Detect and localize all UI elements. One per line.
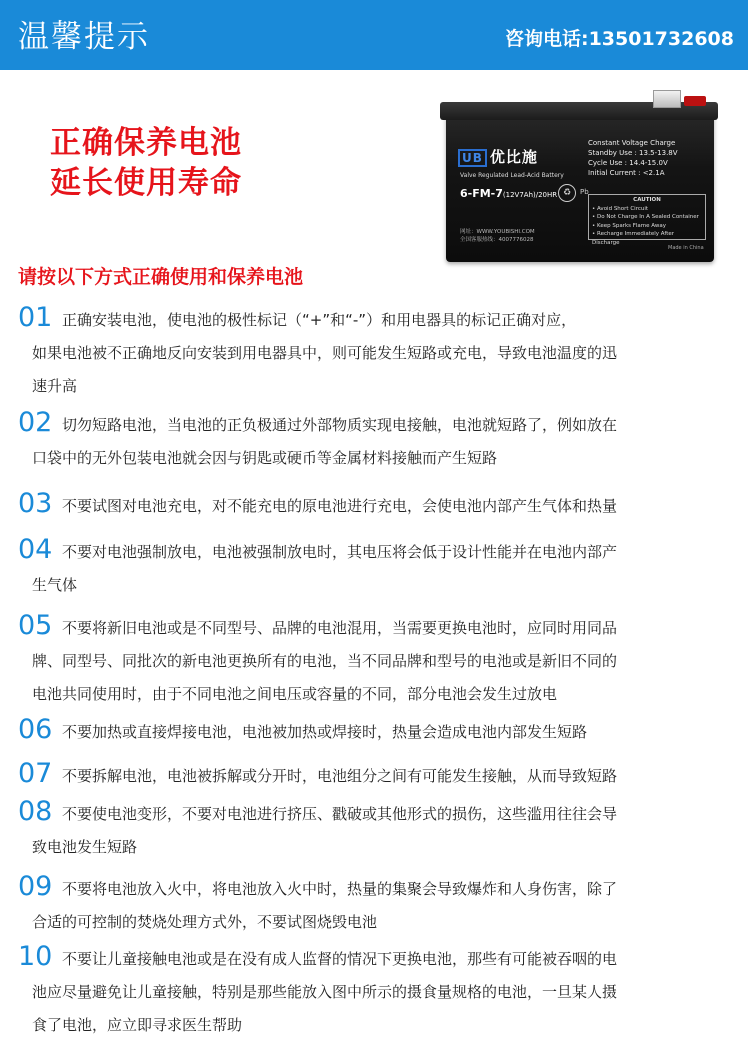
item-text-line: 如果电池被不正确地反向安装到用电器具中，则可能发生短路或充电，导致电池温度的迅 [32, 344, 618, 362]
battery-terminal-red [684, 96, 706, 106]
battery-model-detail: (12V7Ah)/20HR [502, 191, 558, 199]
battery-made-in: Made in China [668, 245, 704, 251]
item-text-line: 合适的可控制的焚烧处理方式外，不要试图烧毁电池 [32, 913, 378, 931]
item-number: 07 [18, 758, 53, 789]
spec-cycle: Cycle Use : 14.4-15.0V [588, 159, 668, 167]
slogan-line-1: 正确保养电池 [50, 125, 242, 161]
slogan-line-2: 延长使用寿命 [50, 165, 242, 201]
page-title: 温馨提示 [18, 19, 150, 55]
item-number: 08 [18, 796, 53, 827]
battery-website: 网址：WWW.YOUBISHI.COM [460, 229, 535, 235]
spec-current: Initial Current : <2.1A [588, 169, 665, 177]
caution-title: CAUTION [633, 197, 661, 203]
caution-line: • Do Not Charge In A Sealed Container [592, 214, 699, 220]
brand-logo-icon: UB [458, 149, 487, 167]
caution-line: • Avoid Short Circuit [592, 205, 649, 212]
item-text-line: 不要试图对电池充电，对不能充电的原电池进行充电，会使电池内部产生气体和热量 [62, 497, 618, 515]
battery-pb: Pb [580, 188, 589, 196]
recycle-icon: ♻ [558, 184, 576, 202]
item-text-line: 不要拆解电池，电池被拆解或分开时，电池组分之间有可能发生接触，从而导致短路 [62, 767, 618, 785]
item-text-line: 生气体 [32, 576, 78, 594]
item-text-line: 速升高 [32, 377, 78, 395]
item-text-line: 不要让儿童接触电池或是在没有成人监督的情况下更换电池，那些有可能被吞咽的电 [62, 950, 618, 968]
item-text-line: 不要将电池放入火中，将电池放入火中时，热量的集聚会导致爆炸和人身伤害，除了 [62, 880, 618, 898]
item-text-line: 不要对电池强制放电，电池被强制放电时，其电压将会低于设计性能并在电池内部产 [62, 543, 618, 561]
item-number: 10 [18, 941, 53, 972]
item-text-line: 池应尽量避免让儿童接触，特别是那些能放入图中所示的摄食量规格的电池，一旦某人摄 [32, 983, 618, 1001]
battery-model [460, 187, 557, 200]
battery-image [440, 88, 718, 268]
item-text-line: 切勿短路电池，当电池的正负极通过外部物质实现电接触，电池就短路了，例如放在 [62, 416, 618, 434]
battery-spec [588, 138, 678, 178]
battery-brand-name: 优比施 [489, 148, 538, 166]
battery-model-code: 6-FM-7 [460, 187, 503, 200]
item-number: 06 [18, 714, 53, 745]
battery-brand [458, 146, 538, 167]
item-text-line: 不要使电池变形，不要对电池进行挤压、戳破或其他形式的损伤，这些滥用往往会导 [62, 805, 618, 823]
item-number: 04 [18, 534, 53, 565]
item-text-line: 口袋中的无外包装电池就会因与钥匙或硬币等金属材料接触而产生短路 [32, 449, 498, 467]
battery-terminal [653, 90, 681, 108]
caution-line: • Keep Sparks Flame Away [592, 222, 666, 229]
item-number: 01 [18, 302, 53, 333]
section-heading: 请按以下方式正确使用和保养电池 [18, 266, 304, 288]
spec-title: Constant Voltage Charge [588, 139, 676, 147]
caution-line: • Recharge Immediately After Discharge [592, 231, 675, 246]
header-bar [0, 0, 748, 70]
item-text-line: 食了电池，应立即寻求医生帮助 [32, 1016, 243, 1034]
item-text-line: 电池共同使用时，由于不同电池之间电压或容量的不同，部分电池会发生过放电 [32, 685, 558, 703]
item-number: 02 [18, 407, 53, 438]
battery-subtitle: Valve Regulated Lead-Acid Battery [460, 172, 564, 179]
item-number: 05 [18, 610, 53, 641]
battery-caution-box [588, 194, 706, 246]
item-text-line: 不要加热或直接焊接电池，电池被加热或焊接时，热量会造成电池内部发生短路 [62, 723, 588, 741]
item-text-line: 牌、同型号、同批次的新电池更换所有的电池，当不同品牌和型号的电池或是新旧不同的 [32, 652, 618, 670]
item-text-line: 致电池发生短路 [32, 838, 138, 856]
phone-number[interactable]: 咨询电话:13501732608 [504, 28, 734, 50]
item-text-line: 正确安装电池，使电池的极性标记（“+”和“-”）和用电器具的标记正确对应， [62, 311, 577, 329]
item-number: 03 [18, 488, 53, 519]
battery-hotline: 全国客服热线：4007776028 [460, 237, 534, 243]
battery-contact [460, 228, 535, 244]
item-text-line: 不要将新旧电池或是不同型号、品牌的电池混用，当需要更换电池时，应同时用同品 [62, 619, 618, 637]
spec-standby: Standby Use : 13.5-13.8V [588, 149, 678, 157]
item-number: 09 [18, 871, 53, 902]
